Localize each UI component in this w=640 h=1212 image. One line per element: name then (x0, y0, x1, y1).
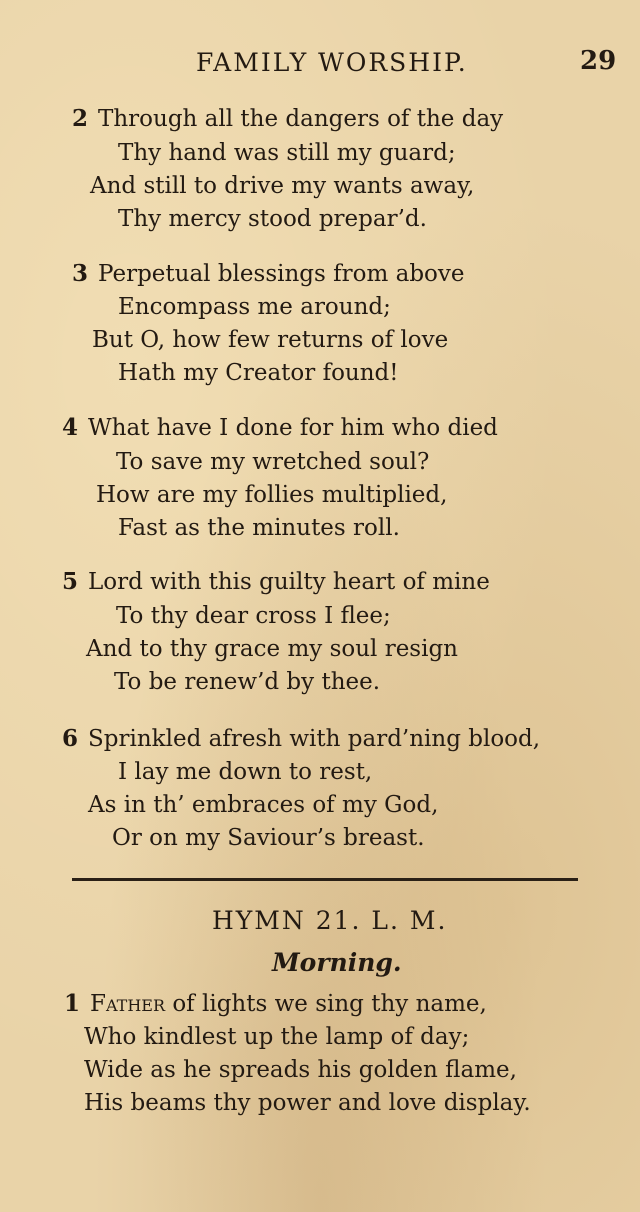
stanza-line: Fast as the minutes roll. (118, 515, 400, 541)
stanza-line: Or on my Saviour’s breast. (112, 825, 425, 851)
stanza-line (64, 988, 487, 1020)
stanza-line: Thy hand was still my guard; (118, 140, 456, 166)
stanza-line: Encompass me around; (118, 294, 391, 320)
stanza-line (62, 412, 498, 444)
running-head: FAMILY WORSHIP. (196, 48, 468, 77)
stanza-line: Who kindlest up the lamp of day; (84, 1024, 470, 1050)
line-text: What have I done for him who died (88, 415, 498, 441)
hymn-title: HYMN 21. L. M. (212, 906, 448, 935)
stanza-line: Thy mercy stood prepar’d. (118, 206, 427, 232)
hymn-subtitle: Morning. (272, 948, 402, 977)
stanza-line (62, 566, 490, 598)
first-word: Father (90, 991, 166, 1017)
stanza-number: 2 (72, 105, 89, 132)
stanza-line: To save my wretched soul? (116, 449, 430, 475)
stanza-line (62, 723, 540, 755)
stanza-line: I lay me down to rest, (118, 759, 373, 785)
stanza-line: But O, how few returns of love (92, 327, 449, 353)
stanza-number: 1 (64, 990, 81, 1017)
stanza-line: And to thy grace my soul resign (86, 636, 458, 662)
stanza-line: Wide as he spreads his golden flame, (84, 1057, 517, 1083)
stanza-number: 5 (62, 568, 79, 595)
stanza-line: Hath my Creator found! (118, 360, 399, 386)
stanza-line (72, 103, 503, 135)
line-text: Sprinkled afresh with pard’ning blood, (88, 726, 541, 752)
page-number: 29 (580, 46, 617, 76)
stanza-line: And still to drive my wants away, (90, 173, 475, 199)
line-text: Through all the dangers of the day (98, 106, 504, 132)
stanza-line: To be renew’d by thee. (114, 669, 381, 695)
stanza-line: To thy dear cross I flee; (116, 603, 391, 629)
stanza-number: 4 (62, 414, 79, 441)
stanza-number: 6 (62, 725, 79, 752)
stanza-line: As in th’ embraces of my God, (88, 792, 439, 818)
line-text: of lights we sing thy name, (165, 991, 487, 1017)
stanza-line: His beams thy power and love display. (84, 1090, 531, 1116)
line-text: Lord with this guilty heart of mine (88, 569, 490, 595)
stanza-line (72, 258, 465, 290)
section-divider (72, 878, 578, 881)
stanza-number: 3 (72, 260, 89, 287)
line-text: Perpetual blessings from above (98, 261, 465, 287)
stanza-line: How are my follies multiplied, (96, 482, 448, 508)
